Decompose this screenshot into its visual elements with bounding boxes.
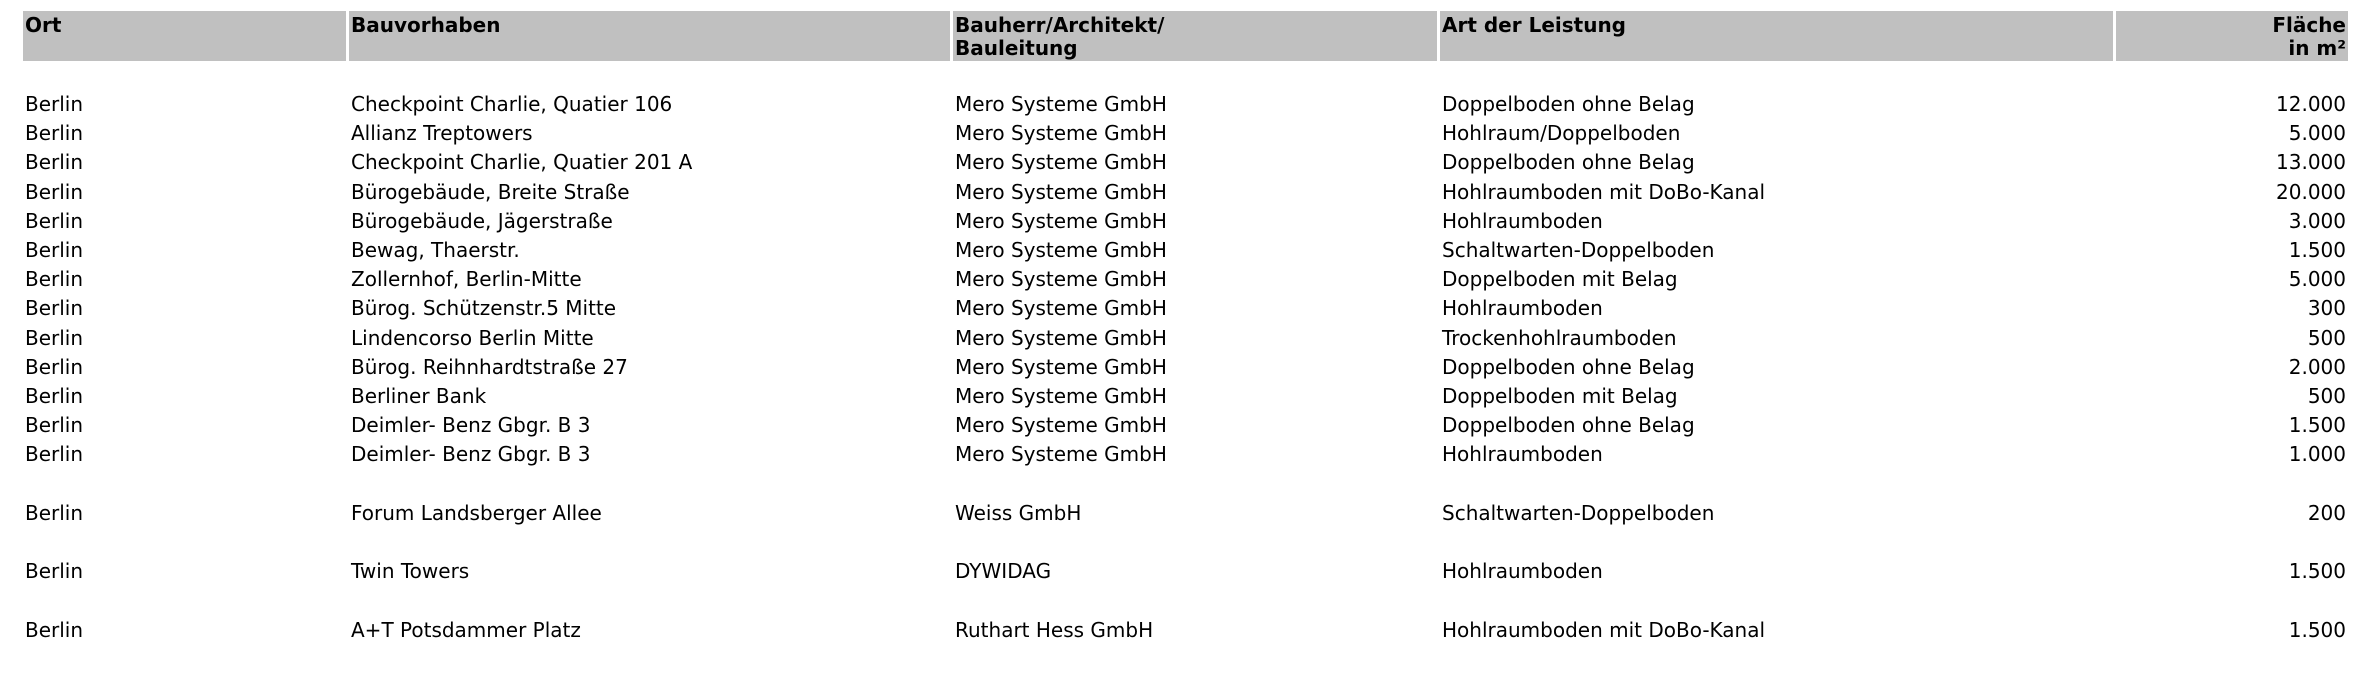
table-body <box>23 61 2348 645</box>
cell-leistung: Hohlraum/Doppelboden <box>1442 121 1681 146</box>
cell-bauherr: Mero Systeme GmbH <box>955 238 1167 263</box>
header-bauvorhaben: Bauvorhaben <box>349 11 950 61</box>
cell-flaeche: 1.500 <box>2288 617 2346 642</box>
cell-ort: Berlin <box>25 442 84 467</box>
cell-leistung: Doppelboden ohne Belag <box>1442 413 1695 438</box>
cell-bauvorhaben: Checkpoint Charlie, Quatier 106 <box>351 92 673 116</box>
cell-ort: Berlin <box>25 121 84 146</box>
table-header <box>23 11 2348 61</box>
cell-bauherr: Weiss GmbH <box>955 500 1082 525</box>
cell-leistung: Hohlraumboden mit DoBo-Kanal <box>1442 179 1766 204</box>
cell-ort: Berlin <box>25 92 84 116</box>
cell-flaeche: 5.000 <box>2288 121 2346 146</box>
cell-flaeche: 12.000 <box>2276 92 2346 116</box>
cell-leistung: Doppelboden mit Belag <box>1442 384 1678 409</box>
cell-ort: Berlin <box>25 325 84 350</box>
cell-flaeche: 1.500 <box>2288 413 2346 438</box>
cell-leistung: Doppelboden mit Belag <box>1442 267 1678 292</box>
table-row <box>23 148 2348 177</box>
cell-ort: Berlin <box>25 354 84 379</box>
cell-bauvorhaben: Berliner Bank <box>351 384 487 409</box>
cell-flaeche: 500 <box>2307 325 2346 350</box>
cell-bauvorhaben: Bürogebäude, Breite Straße <box>351 179 630 204</box>
cell-bauvorhaben: Lindencorso Berlin Mitte <box>351 325 594 350</box>
header-leistung: Art der Leistung <box>1440 11 2113 61</box>
cell-ort: Berlin <box>25 384 84 409</box>
cell-leistung: Hohlraumboden <box>1442 296 1603 321</box>
cell-flaeche: 200 <box>2307 500 2346 525</box>
cell-bauherr: Mero Systeme GmbH <box>955 296 1167 321</box>
gap-row <box>23 528 2348 557</box>
cell-flaeche: 5.000 <box>2288 267 2346 292</box>
cell-ort: Berlin <box>25 267 84 292</box>
cell-bauvorhaben: Allianz Treptowers <box>351 121 533 146</box>
cell-bauvorhaben: Bürogebäude, Jägerstraße <box>351 208 613 233</box>
table-row <box>23 294 2348 323</box>
cell-bauherr: Mero Systeme GmbH <box>955 121 1167 146</box>
cell-ort: Berlin <box>25 559 84 584</box>
cell-flaeche: 1.000 <box>2288 442 2346 467</box>
cell-bauvorhaben: Bewag, Thaerstr. <box>351 238 520 263</box>
table-row <box>23 499 2348 528</box>
table-row <box>23 178 2348 207</box>
cell-ort: Berlin <box>25 238 84 263</box>
cell-flaeche: 1.500 <box>2288 238 2346 263</box>
cell-bauvorhaben: Deimler- Benz Gbgr. B 3 <box>351 413 591 438</box>
table-row <box>23 90 2348 119</box>
cell-flaeche: 20.000 <box>2276 179 2346 204</box>
cell-leistung: Doppelboden ohne Belag <box>1442 92 1695 116</box>
cell-ort: Berlin <box>25 208 84 233</box>
cell-bauvorhaben: Deimler- Benz Gbgr. B 3 <box>351 442 591 467</box>
cell-bauherr: DYWIDAG <box>955 559 1052 584</box>
cell-bauherr: Mero Systeme GmbH <box>955 150 1167 175</box>
spacer-row <box>23 61 2348 90</box>
gap-row <box>23 586 2348 615</box>
cell-flaeche: 2.000 <box>2288 354 2346 379</box>
header-ort: Ort <box>23 11 346 61</box>
cell-bauvorhaben: Bürog. Reihnhardtstraße 27 <box>351 354 628 379</box>
cell-leistung: Schaltwarten-Doppelboden <box>1442 238 1715 263</box>
cell-bauvorhaben: Checkpoint Charlie, Quatier 201 A <box>351 150 693 175</box>
cell-flaeche: 3.000 <box>2288 208 2346 233</box>
cell-ort: Berlin <box>25 296 84 321</box>
cell-flaeche: 300 <box>2307 296 2346 321</box>
cell-leistung: Doppelboden ohne Belag <box>1442 150 1695 175</box>
cell-ort: Berlin <box>25 617 84 642</box>
cell-ort: Berlin <box>25 413 84 438</box>
cell-bauvorhaben: Twin Towers <box>351 559 470 584</box>
cell-bauherr: Mero Systeme GmbH <box>955 325 1167 350</box>
table-row <box>23 411 2348 440</box>
cell-leistung: Hohlraumboden <box>1442 208 1603 233</box>
cell-ort: Berlin <box>25 500 84 525</box>
table-row <box>23 236 2348 265</box>
table-row <box>23 440 2348 469</box>
cell-bauvorhaben: Bürog. Schützenstr.5 Mitte <box>351 296 617 321</box>
cell-flaeche: 13.000 <box>2276 150 2346 175</box>
cell-bauherr: Mero Systeme GmbH <box>955 354 1167 379</box>
table-row <box>23 324 2348 353</box>
cell-bauherr: Mero Systeme GmbH <box>955 267 1167 292</box>
cell-leistung: Doppelboden ohne Belag <box>1442 354 1695 379</box>
header-flaeche: Fläche in m² <box>2116 11 2348 61</box>
table-row <box>23 265 2348 294</box>
cell-bauvorhaben: Forum Landsberger Allee <box>351 500 602 525</box>
cell-ort: Berlin <box>25 150 84 175</box>
cell-bauherr: Mero Systeme GmbH <box>955 208 1167 233</box>
cell-flaeche: 500 <box>2307 384 2346 409</box>
cell-bauherr: Ruthart Hess GmbH <box>955 617 1154 642</box>
cell-ort: Berlin <box>25 179 84 204</box>
reference-table <box>20 11 2351 645</box>
cell-bauvorhaben: Zollernhof, Berlin-Mitte <box>351 267 582 292</box>
gap-row <box>23 470 2348 499</box>
cell-leistung: Hohlraumboden mit DoBo-Kanal <box>1442 617 1766 642</box>
cell-leistung: Hohlraumboden <box>1442 559 1603 584</box>
cell-leistung: Schaltwarten-Doppelboden <box>1442 500 1715 525</box>
cell-bauvorhaben: A+T Potsdammer Platz <box>351 617 581 642</box>
cell-bauherr: Mero Systeme GmbH <box>955 442 1167 467</box>
table-row <box>23 119 2348 148</box>
header-row <box>23 11 2348 61</box>
cell-bauherr: Mero Systeme GmbH <box>955 179 1167 204</box>
header-bauherr: Bauherr/Architekt/ Bauleitung <box>953 11 1437 61</box>
table-row <box>23 557 2348 586</box>
cell-flaeche: 1.500 <box>2288 559 2346 584</box>
table-row <box>23 353 2348 382</box>
table-row <box>23 207 2348 236</box>
cell-bauherr: Mero Systeme GmbH <box>955 413 1167 438</box>
cell-bauherr: Mero Systeme GmbH <box>955 92 1167 116</box>
table-row <box>23 382 2348 411</box>
cell-leistung: Trockenhohlraumboden <box>1442 325 1677 350</box>
table-row <box>23 616 2348 645</box>
cell-leistung: Hohlraumboden <box>1442 442 1603 467</box>
cell-bauherr: Mero Systeme GmbH <box>955 384 1167 409</box>
